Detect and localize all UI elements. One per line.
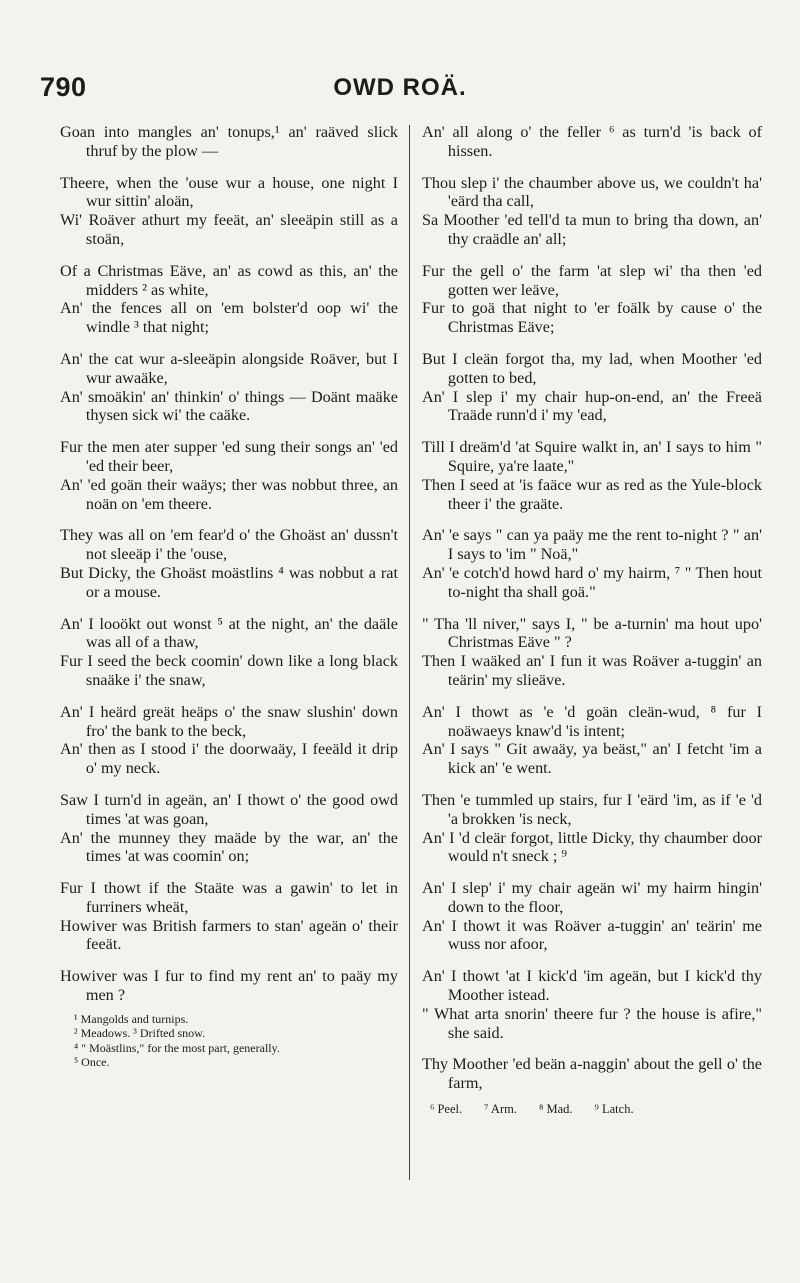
stanza (422, 526, 762, 601)
verse-line: Fur the men ater supper 'ed sung their songs an' 'ed 'ed their beer, (60, 438, 398, 475)
right-stanzas (422, 123, 762, 1093)
stanza (422, 174, 762, 249)
column-divider (409, 125, 410, 1180)
verse-line: Howiver was British farmers to stan' ageän o' their feeät. (60, 916, 398, 954)
stanza (60, 262, 398, 337)
verse-line: " Tha 'll niver," says I, " be a-turnin' ma hout upo' Christmas Eäve " ? (422, 614, 762, 652)
stanza (422, 967, 762, 1042)
right-column (422, 123, 762, 1117)
verse-line: Howiver was I fur to find my rent an' to paäy my men ? (60, 967, 398, 1005)
verse-line: An' 'e cotch'd howd hard o' my hairm, ⁷ " Then hout to-night tha shall goä." (422, 563, 762, 601)
verse-line: An' then as I stood i' the doorwaäy, I feeäld it drip o' my neck. (60, 740, 398, 778)
left-stanzas (60, 123, 398, 1005)
right-footnotes (422, 1102, 762, 1117)
verse-line: They was all on 'em fear'd o' the Ghoäst an' dussn't not sleeäp i' the 'ouse, (60, 526, 398, 564)
verse-line: An' I says " Git awaäy, ya beäst," an' I fetcht 'im a kick an' 'e went. (422, 740, 762, 778)
verse-line: Theere, when the 'ouse wur a house, one night I wur sittin' aloän, (60, 173, 398, 211)
stanza (60, 438, 398, 513)
stanza (422, 791, 762, 866)
verse-line: An' I thowt it was Roäver a-tuggin' an' teärin' me wuss nor afoor, (422, 916, 762, 954)
footnote: ² Meadows. ³ Drifted snow. (74, 1026, 206, 1041)
stanza (422, 262, 762, 337)
verse-line: An' all along o' the feller ⁶ as turn'd 'is back of hissen. (422, 123, 762, 160)
verse-line: An' I slep' i' my chair ageän wi' my hairm hingin' down to the floor, (422, 879, 762, 916)
stanza (60, 174, 398, 249)
footnote: ⁴ " Moästlins," for the most part, generally. (74, 1040, 280, 1055)
verse-line: Thou slep i' the chaumber above us, we couldn't ha' 'eärd tha call, (422, 173, 762, 211)
stanza (422, 438, 762, 513)
page-number: 790 (40, 72, 87, 102)
verse-line: Then I seed at 'is faäce wur as red as the Yule-block theer i' the graäte. (422, 475, 762, 513)
verse-line: Till I dreäm'd 'at Squire walkt in, an' I says to him " Squire, ya're laate," (422, 438, 762, 475)
page-header (40, 72, 760, 112)
left-footnotes (60, 1012, 398, 1070)
verse-line: Fur the gell o' the farm 'at slep wi' tha then 'ed gotten wer leäve, (422, 261, 762, 299)
footnote: ¹ Mangolds and turnips. (74, 1011, 189, 1026)
stanza (60, 703, 398, 778)
stanza (422, 350, 762, 425)
left-column (60, 123, 398, 1070)
verse-line: Fur I thowt if the Staäte was a gawin' to let in furriners wheät, (60, 879, 398, 916)
verse-line: An' I 'd cleär forgot, little Dicky, thy chaumber door would n't sneck ; ⁹ (422, 828, 762, 866)
footnote: ⁷ Arm. (484, 1102, 517, 1117)
verse-line: Fur I seed the beck coomin' down like a long black snaäke i' the snaw, (60, 652, 398, 689)
stanza (422, 703, 762, 778)
verse-line: An' 'e says " can ya paäy me the rent to-night ? " an' I says to 'im " Noä," (422, 526, 762, 564)
verse-line: An' smoäkin' an' thinkin' o' things — Doänt maäke thysen sick wi' the caäke. (60, 387, 398, 425)
stanza (422, 123, 762, 161)
verse-line: Wi' Roäver athurt my feeät, an' sleeäpin still as a stoän, (60, 211, 398, 248)
verse-line: An' the fences all on 'em bolster'd oop wi' the windle ³ that night; (60, 299, 398, 337)
verse-line: Saw I turn'd in ageän, an' I thowt o' the good owd times 'at was goan, (60, 790, 398, 828)
verse-line: But I cleän forgot tha, my lad, when Moother 'ed gotten to bed, (422, 349, 762, 387)
verse-line: An' the munney they maäde by the war, an' the times 'at was coomin' on; (60, 828, 398, 866)
verse-line: But Dicky, the Ghoäst moästlins ⁴ was nobbut a rat or a mouse. (60, 563, 398, 601)
stanza (60, 791, 398, 866)
running-title: OWD ROÄ. (333, 74, 467, 101)
verse-line: An' 'ed goän their waäys; ther was nobbut three, an noän on 'em theere. (60, 475, 398, 513)
stanza (60, 123, 398, 161)
stanza (60, 967, 398, 1005)
verse-line: Thy Moother 'ed beän a-naggin' about the gell o' the farm, (422, 1055, 762, 1093)
footnote: ⁶ Peel. (430, 1102, 463, 1117)
verse-line: " What arta snorin' theere fur ? the house is afire," she said. (422, 1004, 762, 1042)
verse-line: Then 'e tummled up stairs, fur I 'eärd 'im, as if 'e 'd 'a brokken 'is neck, (422, 790, 762, 828)
verse-line: Then I waäked an' I fun it was Roäver a-tuggin' an teärin' my slieäve. (422, 652, 762, 689)
stanza (60, 615, 398, 690)
footnote: ⁹ Latch. (594, 1102, 634, 1117)
verse-line: Of a Christmas Eäve, an' as cowd as this, an' the midders ² as white, (60, 261, 398, 299)
verse-line: An' I slep i' my chair hup-on-end, an' the Freeä Traäde runn'd i' my 'ead, (422, 387, 762, 425)
footnote: ⁵ Once. (74, 1055, 110, 1070)
verse-line: An' I thowt as 'e 'd goän cleän-wud, ⁸ fur I noäwaeys knaw'd 'is intent; (422, 702, 762, 740)
verse-line: Sa Moother 'ed tell'd ta mun to bring tha down, an' thy craädle an' all; (422, 211, 762, 248)
verse-line: An' I thowt 'at I kick'd 'im ageän, but I kick'd thy Moother istead. (422, 967, 762, 1005)
stanza (60, 350, 398, 425)
stanza (60, 526, 398, 601)
verse-line: An' I heärd greät heäps o' the snaw slushin' down fro' the bank to the beck, (60, 702, 398, 740)
verse-line: An' the cat wur a-sleeäpin alongside Roäver, but I wur awaäke, (60, 349, 398, 387)
stanza (422, 1055, 762, 1093)
stanza (422, 879, 762, 954)
verse-line: Fur to goä that night to 'er foälk by cause o' the Christmas Eäve; (422, 299, 762, 337)
stanza (60, 879, 398, 954)
stanza (422, 615, 762, 690)
footnote: ⁸ Mad. (538, 1102, 573, 1117)
verse-line: An' I looökt out wonst ⁵ at the night, an' the daäle was all of a thaw, (60, 614, 398, 652)
verse-line: Goan into mangles an' tonups,¹ an' raäved slick thruf by the plow — (60, 123, 398, 160)
